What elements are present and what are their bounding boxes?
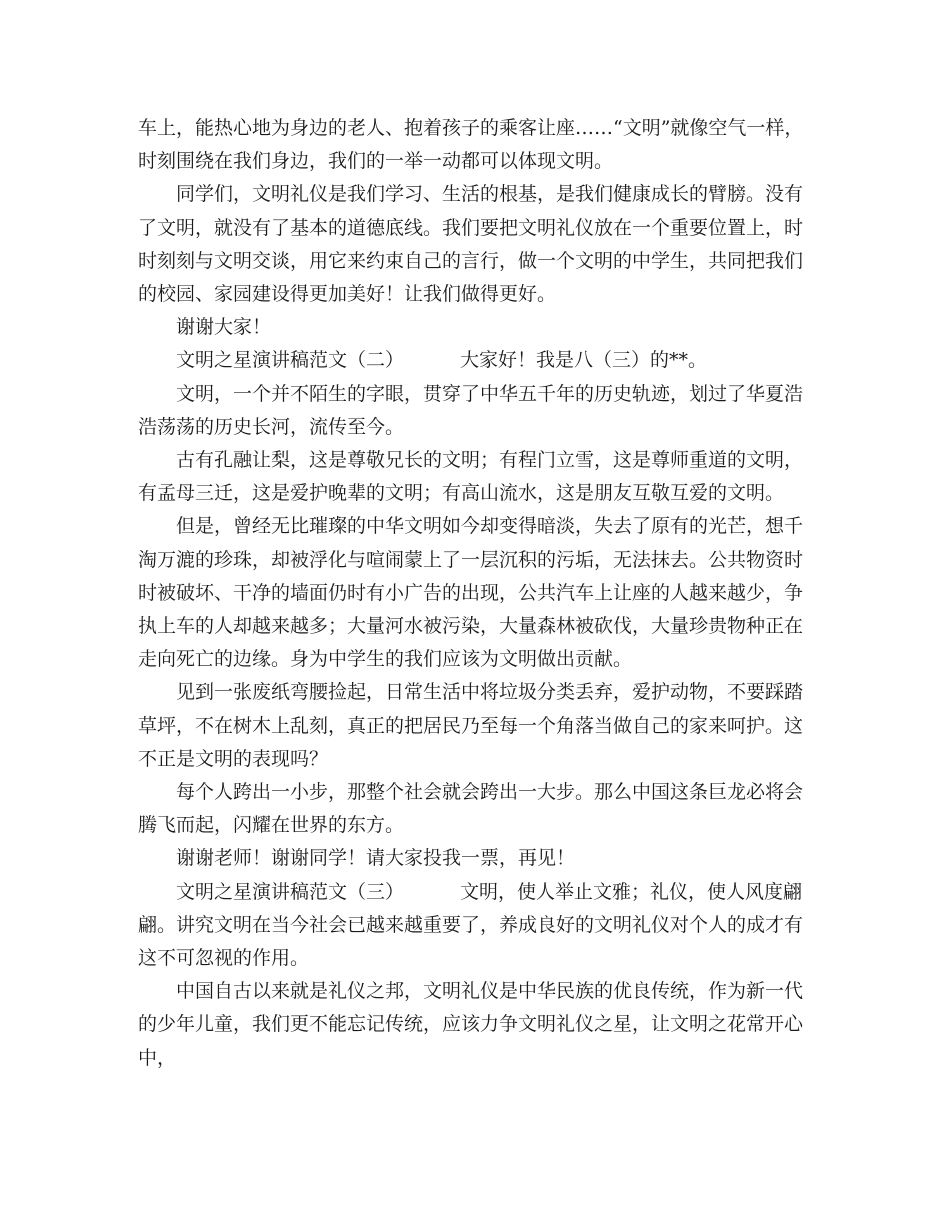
section-3-paragraph — [138, 876, 818, 976]
paragraph-3: 谢谢大家！ — [176, 316, 272, 339]
section-heading-3: 文明之星演讲稿范文（三） — [176, 880, 405, 903]
section-heading-2: 文明之星演讲稿范文（二） — [176, 349, 405, 372]
paragraph-7: 但是，曾经无比璀璨的中华文明如今却变得暗淡，失去了原有的光芒，想千淘万漉的珍珠，却被浮化与喧闹蒙上了一层沉积的污垢，无法抹去。公共物资时时被破坏、干净的墙面仍时有小广告的出现，公共汽车上让座的人越来越少，争执上车的人却越来越多；大量河水被污染，大量森林被砍伐，大量珍贵物种正在走向死亡的边缘。身为中学生的我们应该为文明做出贡献。 — [138, 515, 804, 671]
paragraph-6: 古有孔融让梨，这是尊敬兄长的文明；有程门立雪，这是尊师重道的文明，有孟母三迁，这是爱护晚辈的文明；有高山流水，这是朋友互敬互爱的文明。 — [138, 449, 804, 505]
paragraph-10: 谢谢老师！谢谢同学！请大家投我一票，再见！ — [176, 847, 576, 870]
section-2-paragraph — [138, 344, 818, 377]
section-2-intro: 大家好！我是八（三）的**。 — [460, 349, 708, 372]
paragraph-8: 见到一张废纸弯腰捡起，日常生活中将垃圾分类丢弃，爱护动物，不要踩踏草坪，不在树木上乱刻，真正的把居民乃至每一个角落当做自己的家来呵护。这不正是文明的表现吗？ — [138, 681, 804, 770]
paragraph-12: 中国自古以来就是礼仪之邦，文明礼仪是中华民族的优良传统，作为新一代的少年儿童，我们更不能忘记传统，应该力争文明礼仪之星，让文明之花常开心中， — [138, 980, 804, 1069]
section-3-intro: 文明，使人举止文雅；礼仪，使人风度翩翩。讲究文明在当今社会已越来越重要了，养成良好的文明礼仪对个人的成才有这不可忽视的作用。 — [138, 880, 804, 970]
document-body — [138, 112, 818, 1075]
paragraph-1: 车上，能热心地为身边的老人、抱着孩子的乘客让座……“文明”就像空气一样，时刻围绕在我们身边，我们的一举一动都可以体现文明。 — [138, 117, 804, 173]
paragraph-2: 同学们，文明礼仪是我们学习、生活的根基，是我们健康成长的臂膀。没有了文明，就没有了基本的道德底线。我们要把文明礼仪放在一个重要位置上，时时刻刻与文明交谈，用它来约束自己的言行，做一个文明的中学生，共同把我们的校园、家园建设得更加美好！让我们做得更好。 — [138, 183, 804, 306]
paragraph-9: 每个人跨出一小步，那整个社会就会跨出一大步。那么中国这条巨龙必将会腾飞而起，闪耀在世界的东方。 — [138, 781, 804, 837]
paragraph-5: 文明，一个并不陌生的字眼，贯穿了中华五千年的历史轨迹，划过了华夏浩浩荡荡的历史长河，流传至今。 — [138, 382, 804, 438]
